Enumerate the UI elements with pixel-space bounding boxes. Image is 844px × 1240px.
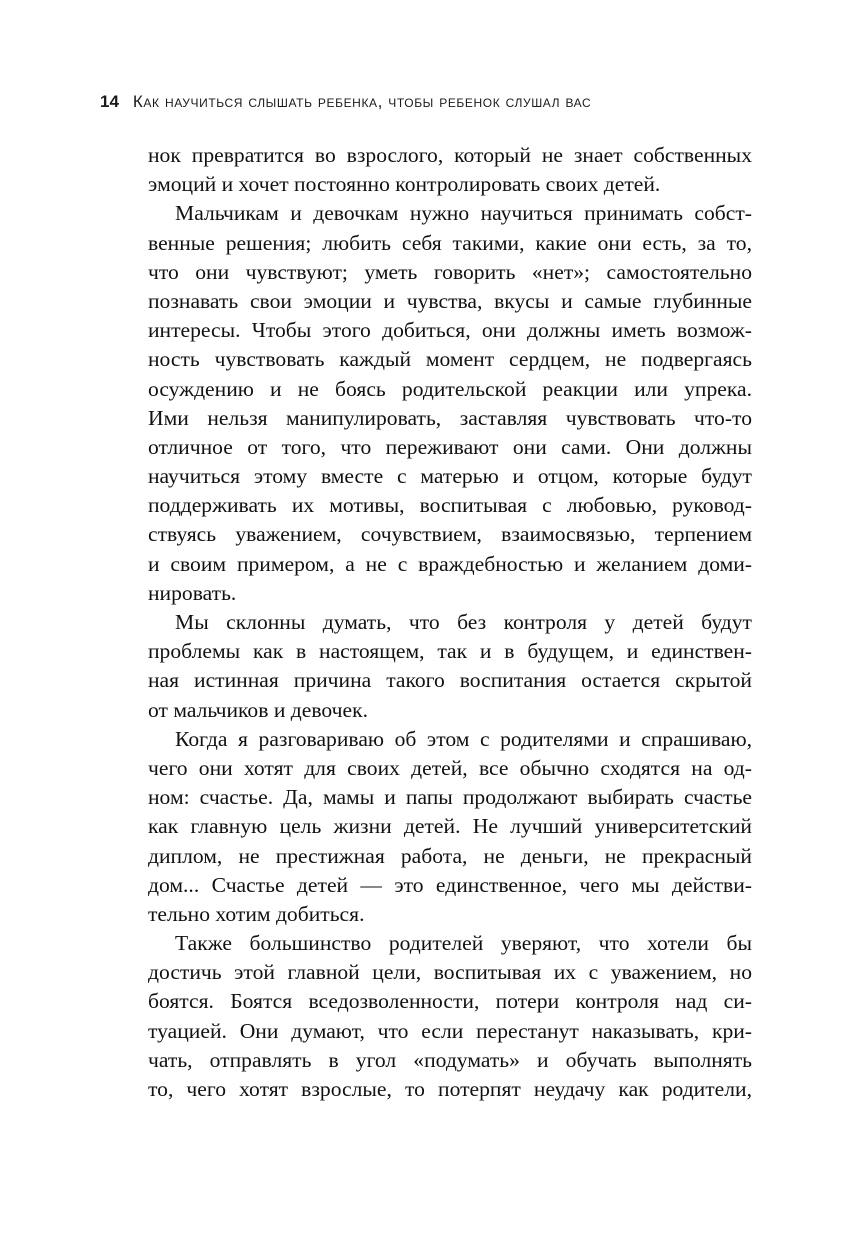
text-line: Мальчикам и девочкам нужно научиться принимать собст-: [175, 201, 752, 226]
text-line: достичь этой главной цели, воспитывая их с уважением, но: [148, 960, 752, 985]
text-line: боятся. Боятся вседозволенности, потери контроля над си-: [148, 989, 752, 1014]
text-line: дом... Счастье детей — это единственное, чего мы действи-: [148, 872, 752, 897]
body-text: [148, 141, 752, 1104]
text-line: осуждению и не боясь родительской реакции или упрека.: [148, 376, 752, 401]
text-line: нировать.: [148, 580, 237, 605]
text-line: ном: счастье. Да, мамы и папы продолжают выбирать счастье: [148, 785, 752, 810]
text-line: чего они хотят для своих детей, все обычно сходятся на од-: [148, 755, 752, 780]
text-line: как главную цель жизни детей. Не лучший университетский: [148, 814, 752, 839]
text-line: тельно хотим добиться.: [148, 901, 365, 926]
text-line: что они чувствуют; уметь говорить «нет»; самостоятельно: [148, 259, 752, 284]
book-title: Как научиться слышать ребенка, чтобы ребенок слушал вас: [132, 92, 592, 111]
text-line: Ими нельзя манипулировать, заставляя чувствовать что-то: [148, 405, 752, 430]
text-line: ность чувствовать каждый момент сердцем, не подвергаясь: [148, 347, 752, 372]
text-line: ствуясь уважением, сочувствием, взаимосвязью, терпением: [148, 522, 752, 547]
text-line: эмоций и хочет постоянно контролировать своих детей.: [148, 172, 661, 197]
text-line: туацией. Они думают, что если перестанут наказывать, кри-: [148, 1018, 752, 1043]
text-line: Мы склонны думать, что без контроля у детей будут: [175, 610, 752, 634]
text-line: проблемы как в настоящем, так и в будущем, и единствен-: [148, 639, 752, 664]
text-line: от мальчиков и девочек.: [148, 697, 368, 722]
text-line: Когда я разговариваю об этом с родителями и спрашиваю,: [175, 726, 752, 751]
text-line: чать, отправлять в угол «подумать» и обучать выполнять: [148, 1047, 752, 1072]
running-header: [100, 90, 780, 114]
text-line: поддерживать их мотивы, воспитывая с любовью, руковод-: [148, 493, 752, 518]
text-line: то, чего хотят взрослые, то потерпят неудачу как родители,: [148, 1077, 752, 1101]
text-line: интересы. Чтобы этого добиться, они должны иметь возмож-: [148, 318, 752, 343]
text-line: Также большинство родителей уверяют, что хотели бы: [175, 931, 752, 956]
page-number: 14: [100, 92, 119, 111]
text-line: ная истинная причина такого воспитания остается скрытой: [148, 668, 752, 693]
text-line: научиться этому вместе с матерью и отцом, которые будут: [148, 464, 752, 489]
text-line: отличное от того, что переживают они сами. Они должны: [148, 434, 752, 459]
text-line: диплом, не престижная работа, не деньги, не прекрасный: [148, 843, 752, 868]
text-line: венные решения; любить себя такими, какие они есть, за то,: [148, 230, 752, 255]
text-line: познавать свои эмоции и чувства, вкусы и самые глубинные: [148, 288, 752, 313]
text-line: нок превратится во взрослого, который не знает собственных: [148, 143, 752, 167]
text-line: и своим примером, а не с враждебностью и желанием доми-: [148, 551, 752, 576]
